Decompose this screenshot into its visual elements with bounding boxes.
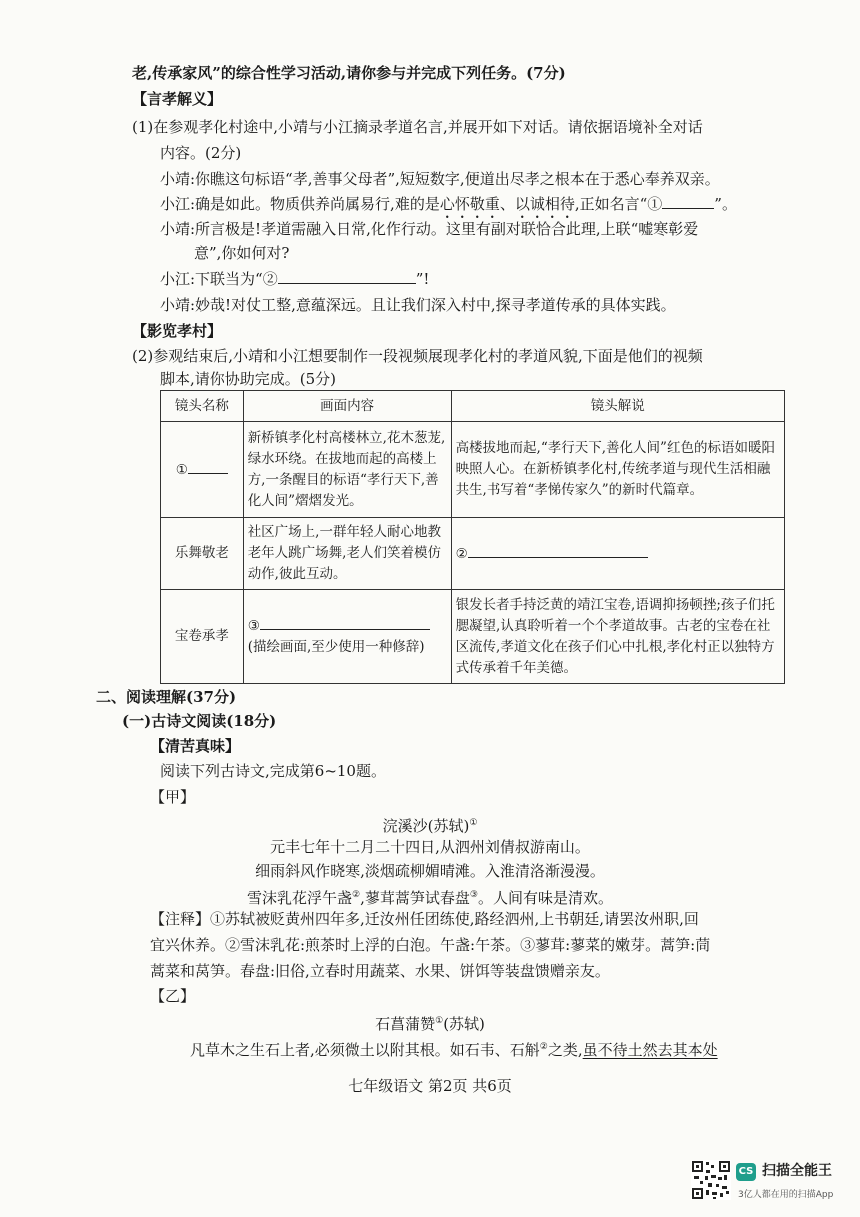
dialogue-line-5: 小靖:妙哉!对仗工整,意蕴深远。且让我们深入村中,探寻孝道传承的具体实践。: [160, 296, 676, 314]
dialogue-text: ,正如名言“①: [574, 195, 663, 213]
poem-text: 雪沫乳花浮午盏: [247, 889, 353, 907]
dialogue-text: ”。: [714, 195, 737, 213]
table-cell-name: 宝卷承孝: [161, 590, 244, 684]
poem-title-text: 浣溪沙(苏轼): [382, 817, 470, 835]
answer-hint: (描绘画面,至少使用一种修辞): [247, 639, 425, 655]
dialogue-line-3b: 意”,你如何对?: [194, 244, 290, 262]
answer-blank-narration[interactable]: [468, 543, 648, 558]
dialogue-text: 小江:下联当为“②: [160, 270, 278, 288]
answer-blank-shot-name[interactable]: [188, 459, 228, 474]
notes-line-1: 【注释】①苏轼被贬黄州四年多,迁汝州任团练使,路经泗州,上书朝廷,请罢汝州职,回: [150, 910, 699, 928]
answer-blank-1[interactable]: [662, 194, 714, 209]
table-header: 画面内容: [243, 391, 451, 422]
table-row: [161, 590, 785, 684]
poem-title: [0, 812, 860, 837]
intro-line: 老,传承家风”的综合性学习活动,请你参与并完成下列任务。(7分): [132, 64, 566, 82]
table-cell-name: 乐舞敬老: [161, 518, 244, 590]
question-2-line-2: 脚本,请你协助完成。(5分): [160, 370, 337, 388]
essay-text: 之类,: [547, 1041, 583, 1059]
page-footer: 七年级语文 第2页 共6页: [348, 1077, 512, 1095]
table-cell-narration: 银发长者手持泛黄的靖江宝卷,语调抑扬顿挫;孩子们托腮凝望,认真聆听着一个个孝道故事。古老的宝卷在社区流传,孝道文化在孩子们心中扎根,孝化村正以独特方式传承着千年美德。: [451, 590, 784, 684]
table-cell-content: 新桥镇孝化村高楼林立,花木葱茏,绿水环绕。在拔地而起的高楼上方,一条醒目的标语“孝行天下,善化人间”熠熠发光。: [243, 422, 451, 518]
poem-preface: 元丰七年十二月二十四日,从泗州刘倩叔游南山。: [270, 838, 590, 856]
poem-line-1: 细雨斜风作晓寒,淡烟疏柳媚晴滩。入淮清洛渐漫漫。: [255, 862, 605, 880]
question-1-line-2: 内容。(2分): [160, 144, 242, 162]
question-2-line-1: (2)参观结束后,小靖和小江想要制作一段视频展现孝化村的孝道风貌,下面是他们的视频: [132, 347, 703, 365]
essay-text: 凡草木之生石上者,必须微土以附其根。如石韦、石斛: [190, 1041, 540, 1059]
table-cell-narration: [451, 518, 784, 590]
dialogue-line-1: 小靖:你瞧这句标语“孝,善事父母者”,短短数字,便道出尽孝之根本在于悉心奉养双亲。: [160, 170, 720, 188]
essay-line-1: [190, 1036, 718, 1061]
scanner-brand-name: 扫描全能王: [762, 1163, 832, 1179]
table-cell-name: [161, 422, 244, 518]
essay-title: [0, 1010, 860, 1035]
dialogue-line-4: [160, 268, 429, 290]
essay-title-text: 石菖蒲赞: [375, 1015, 436, 1033]
reading-instruction: 阅读下列古诗文,完成第6~10题。: [160, 762, 386, 780]
question-1-line-1: (1)在参观孝化村途中,小靖与小江摘录孝道名言,并展开如下对话。请依据语境补全对话: [132, 118, 703, 136]
part-2-heading: 二、阅读理解(37分): [96, 688, 237, 706]
dialogue-text: 小江:确是如此。物质供养尚属易行,难的是: [160, 195, 440, 213]
dialogue-text: ”!: [415, 270, 430, 288]
poem-text: 。人间有味是清欢。: [477, 889, 613, 907]
table-cell-content: [243, 590, 451, 684]
qr-code-icon: [691, 1160, 731, 1200]
table-header: 镜头名称: [161, 391, 244, 422]
emphasized-text: 心怀敬重、以诚相待: [439, 195, 575, 213]
section-heading-yinglan: 【影览孝村】: [132, 322, 223, 340]
table-row: [161, 422, 785, 518]
footnote-marker: ②: [539, 1042, 548, 1052]
answer-label: ③: [247, 618, 260, 634]
part-2-subheading: (一)古诗文阅读(18分): [122, 712, 277, 730]
poem-line-2: [0, 884, 860, 909]
answer-label: ①: [175, 461, 188, 478]
text-label-yi: 【乙】: [150, 987, 196, 1005]
scanner-logo-badge: CS: [736, 1163, 756, 1181]
answer-blank-2[interactable]: [278, 269, 416, 284]
video-script-table: [160, 390, 785, 684]
answer-label: ②: [455, 545, 468, 562]
poem-text: ,蓼茸蒿笋试春盘: [360, 889, 470, 907]
table-header: 镜头解说: [451, 391, 784, 422]
table-cell-narration: 高楼拔地而起,“孝行天下,善化人间”红色的标语如暖阳映照人心。在新桥镇孝化村,传统孝道与现代生活相融共生,书写着“孝悌传家久”的新时代篇章。: [451, 422, 784, 518]
table-cell-content: 社区广场上,一群年轻人耐心地教老年人跳广场舞,老人们笑着模仿动作,彼此互动。: [243, 518, 451, 590]
scanner-tagline: 3亿人都在用的扫描App: [738, 1190, 834, 1200]
text-label-jia: 【甲】: [150, 788, 196, 806]
footnote-marker: ①: [435, 1016, 444, 1026]
underlined-sentence: 虽不待土然去其本处: [582, 1041, 718, 1059]
answer-blank-description[interactable]: [260, 615, 430, 630]
notes-line-3: 蒿菜和莴笋。春盘:旧俗,立春时用蔬菜、水果、饼饵等装盘馈赠亲友。: [150, 962, 610, 980]
section-heading-yanxiao: 【言孝解义】: [132, 90, 223, 108]
notes-line-2: 宜兴休养。②雪沫乳花:煎茶时上浮的白泡。午盏:午茶。③蓼茸:蓼菜的嫩芽。蒿笋:茼: [150, 936, 711, 954]
essay-author: (苏轼): [443, 1015, 485, 1033]
table-row: [161, 518, 785, 590]
footnote-marker: ①: [469, 818, 478, 828]
section-heading-qingku: 【清苦真味】: [150, 737, 241, 755]
table-header-row: [161, 391, 785, 422]
footnote-marker: ②: [352, 890, 361, 900]
footnote-marker: ③: [469, 890, 478, 900]
dialogue-line-3a: 小靖:所言极是!孝道需融入日常,化作行动。这里有副对联恰合此理,上联“嘘寒彰爱: [160, 220, 699, 238]
